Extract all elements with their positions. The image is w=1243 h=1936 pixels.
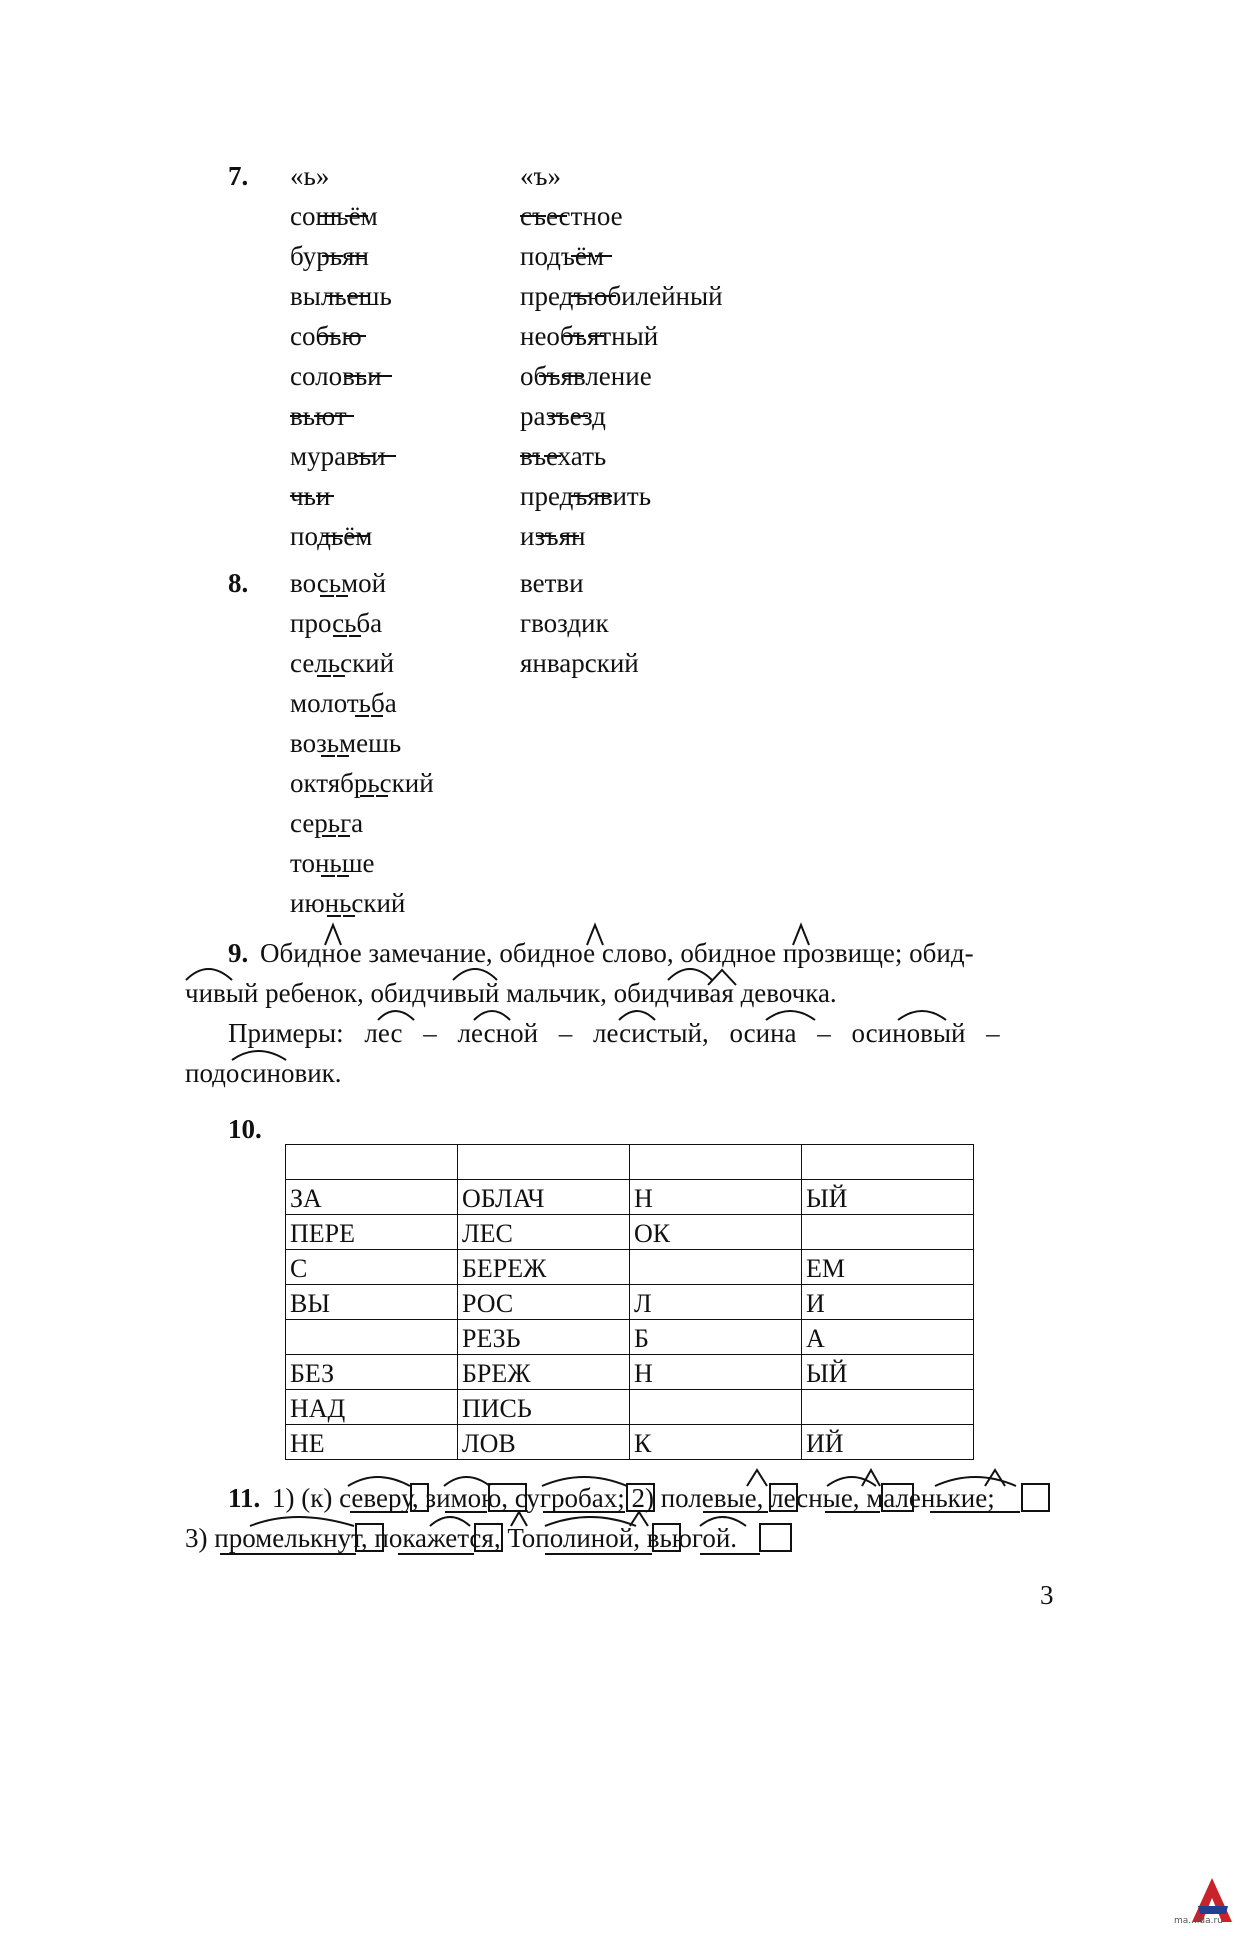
table-cell: Б — [630, 1320, 802, 1355]
exercise-10-number: 10. — [228, 1114, 262, 1144]
ex7-hard-word: необъятный — [520, 321, 659, 351]
table-cell: ОК — [630, 1215, 802, 1250]
table-cell: ЛЕС — [458, 1215, 630, 1250]
table-row — [286, 1425, 974, 1460]
ex8-word: молотьба — [290, 688, 397, 718]
ex7-hard-word: изъян — [520, 521, 586, 551]
table-cell: Л — [630, 1285, 802, 1320]
table-cell — [286, 1320, 458, 1355]
ex7-soft-word: подьём — [290, 521, 373, 551]
ex7-soft-word: муравьи — [290, 441, 386, 471]
ex7-soft-word: сошьём — [290, 201, 378, 231]
table-row — [286, 1320, 974, 1355]
table-row — [286, 1180, 974, 1215]
table-cell: ЫЙ — [802, 1180, 974, 1215]
ex8-word: возьмешь — [290, 728, 402, 758]
ex7-hard-column — [520, 156, 723, 556]
ex7-hard-word: разъезд — [520, 401, 606, 431]
table-cell: Н — [630, 1180, 802, 1215]
ending-box — [1022, 1484, 1049, 1511]
ex8-word: гвоздик — [520, 608, 609, 638]
ex9-examples-line2: подосиновик. — [185, 1058, 342, 1088]
ending-box — [760, 1524, 791, 1551]
ex7-hard-word: съестное — [520, 201, 623, 231]
ex9-line2: чивый ребенок, обидчивый мальчик, обидчивая девочка. — [185, 978, 837, 1008]
table-cell: БРЕЖ — [458, 1355, 630, 1390]
table-cell: ПИСЬ — [458, 1390, 630, 1425]
ex11-line2: 3) промелькнут, покажется, Тополиной, вьюгой. — [185, 1523, 738, 1553]
watermark-text: ma...ida.ru — [1174, 1916, 1223, 1926]
ex8-word: восьмой — [290, 568, 387, 598]
ex8-word: ветви — [520, 568, 584, 598]
ex8-word: просьба — [290, 608, 383, 638]
table-cell — [458, 1145, 630, 1180]
table-cell: А — [802, 1320, 974, 1355]
table-cell — [630, 1390, 802, 1425]
ex7-hard-header: «ъ» — [520, 161, 561, 191]
table-cell: БЕРЕЖ — [458, 1250, 630, 1285]
table-cell: ПЕРЕ — [286, 1215, 458, 1250]
exercise-9-number: 9. — [228, 938, 249, 968]
ex7-soft-word: чьи — [290, 481, 331, 511]
ex7-hard-word: объявление — [520, 361, 652, 391]
table-cell: И — [802, 1285, 974, 1320]
ex7-soft-word: вьют — [290, 401, 347, 431]
ex8-word: январский — [520, 648, 639, 678]
table-cell: РОС — [458, 1285, 630, 1320]
table-cell: РЕЗЬ — [458, 1320, 630, 1355]
table-cell: БЕЗ — [286, 1355, 458, 1390]
ex8-word: серьга — [290, 808, 364, 838]
ex7-soft-word: собью — [290, 321, 362, 351]
table-row — [286, 1285, 974, 1320]
table-cell: ЗА — [286, 1180, 458, 1215]
ex7-soft-word: выльешь — [290, 281, 392, 311]
table-cell — [286, 1145, 458, 1180]
ex9-examples-line1: Примеры: лес – лесной – лесистый, осина – осиновый – — [228, 1018, 1000, 1048]
table-cell: ИЙ — [802, 1425, 974, 1460]
table-cell: ЛОВ — [458, 1425, 630, 1460]
table-cell: К — [630, 1425, 802, 1460]
ex8-left-column — [290, 563, 434, 923]
table-cell — [802, 1145, 974, 1180]
table-row — [286, 1250, 974, 1285]
table-row — [286, 1355, 974, 1390]
morpheme-table — [285, 1144, 974, 1460]
table-cell: Н — [630, 1355, 802, 1390]
table-cell — [802, 1215, 974, 1250]
table-cell: НЕ — [286, 1425, 458, 1460]
ex8-word: тоньше — [290, 848, 375, 878]
ex7-hard-word: въехать — [520, 441, 607, 471]
table-cell: ВЫ — [286, 1285, 458, 1320]
ex8-word: июньский — [290, 888, 406, 918]
table-row — [286, 1390, 974, 1425]
ex9-line1: Обидное замечание, обидное слово, обидное прозвище; обид- — [260, 938, 974, 968]
table-cell — [802, 1390, 974, 1425]
ex8-right-column — [520, 563, 639, 683]
ex8-word: октябрьский — [290, 768, 434, 798]
ex8-word: сельский — [290, 648, 395, 678]
watermark-logo — [1174, 1876, 1236, 1928]
table-cell: НАД — [286, 1390, 458, 1425]
table-cell: С — [286, 1250, 458, 1285]
table-cell — [630, 1145, 802, 1180]
ex7-soft-word: бурьян — [290, 241, 369, 271]
ex7-soft-header: «ь» — [290, 161, 330, 191]
exercise-7-number: 7. — [228, 161, 249, 191]
table-cell: ЕМ — [802, 1250, 974, 1285]
table-cell: ЫЙ — [802, 1355, 974, 1390]
exercise-11-number: 11. — [228, 1483, 261, 1513]
table-cell — [630, 1250, 802, 1285]
ex11-line1: 1) (к) северу, зимою, сугробах; 2) полевые, лесные, маленькие; — [272, 1483, 995, 1513]
ex7-hard-word: предъявить — [520, 481, 652, 511]
table-row — [286, 1145, 974, 1180]
ex7-hard-word: предъюбилейный — [520, 281, 723, 311]
ex7-soft-word: соловьи — [290, 361, 382, 391]
table-cell: ОБЛАЧ — [458, 1180, 630, 1215]
ex7-hard-word: подъём — [520, 241, 604, 271]
exercise-8-number: 8. — [228, 568, 249, 598]
page-number: 3 — [1040, 1580, 1054, 1610]
ex7-soft-column — [290, 156, 392, 556]
table-row — [286, 1215, 974, 1250]
